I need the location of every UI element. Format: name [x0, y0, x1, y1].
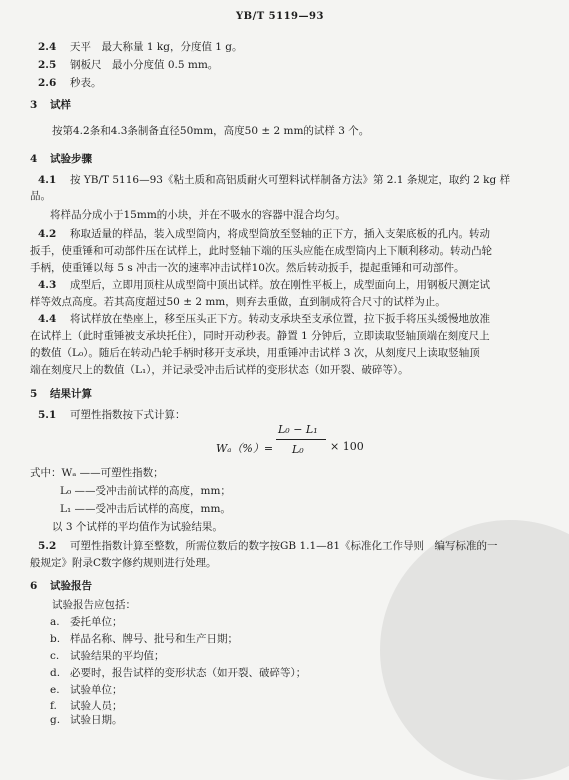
where-text: L₁ ——受冲击后试样的高度，mm。 — [60, 503, 231, 515]
list-label: g. — [50, 714, 61, 726]
section-title: 结果计算 — [50, 388, 92, 400]
list-item: 试验单位； — [70, 684, 123, 696]
paragraph-text: 手柄，使重锤以每 5 s 冲击一次的速率冲击试样10次。然后转动扳手，提起重锤和可动部件。 — [30, 262, 465, 274]
clause-number: 4.4 — [38, 313, 57, 325]
paragraph-text: 般规定》附录C数字修约规则进行处理。 — [30, 557, 217, 569]
paragraph-text: 将试样放在垫座上，移至压头正下方。转动支承块至支承位置，拉下扳手将压头缓慢地放准 — [70, 313, 490, 325]
paragraph-text: 样等效点高度。若其高度超过50 ± 2 mm，则弃去重做，直到制成符合尺寸的试样为止。 — [30, 296, 446, 308]
paragraph-text: 在试样上（此时重锤被支承块托住），同时开动秒表。静置 1 分钟后，立即读取竖轴顶端在刻度尺上 — [30, 330, 490, 342]
list-label: b. — [50, 633, 61, 645]
section-number: 4 — [30, 153, 38, 165]
list-item: 试验人员； — [70, 700, 123, 712]
where-text: L₀ ——受冲击前试样的高度，mm； — [60, 485, 231, 497]
section-title: 试样 — [50, 99, 71, 111]
list-label: a. — [50, 616, 60, 628]
formula-numerator: L₀ − L₁ — [278, 423, 318, 436]
clause-number: 5.1 — [38, 409, 57, 421]
paragraph-text: 的数值（L₀）。随后在转动凸轮手柄时移开支承块，用重锤冲击试样 3 次，从刻度尺上读取竖轴顶 — [30, 347, 480, 359]
section-number: 3 — [30, 99, 38, 111]
item-text: 钢板尺 最小分度值 0.5 mm。 — [70, 59, 219, 71]
paragraph-text: 称取适量的样品，装入成型筒内，将成型筒放至竖轴的正下方，插入支架底板的孔内。转动 — [70, 228, 490, 240]
watermark-seal — [380, 520, 569, 780]
item-text: 秒表。 — [70, 77, 102, 89]
list-label: d. — [50, 667, 61, 679]
list-item: 试验结果的平均值； — [70, 650, 165, 662]
paragraph-text: 可塑性指数按下式计算： — [70, 409, 186, 421]
clause-number: 4.3 — [38, 279, 57, 291]
section-title: 试验报告 — [50, 580, 92, 592]
item-text: 天平 最大称量 1 kg，分度值 1 g。 — [70, 41, 243, 53]
formula-lhs: Wₐ（%）= — [216, 442, 274, 455]
list-label: e. — [50, 684, 60, 696]
section-title: 试验步骤 — [50, 153, 92, 165]
formula-denominator: L₀ — [292, 443, 304, 456]
paragraph-text: 试验报告应包括： — [52, 599, 136, 611]
formula-fraction — [276, 423, 326, 459]
item-number: 2.4 — [38, 41, 57, 53]
paragraph-text: 端在刻度尺上的数值（L₁），并记录受冲击后试样的变形状态（如开裂、破碎等）。 — [30, 364, 409, 376]
clause-number: 4.2 — [38, 228, 57, 240]
paragraph-text: 品。 — [30, 190, 51, 202]
list-item: 试验日期。 — [70, 714, 123, 726]
paragraph-text: 可塑性指数计算至整数，所需位数后的数字按GB 1.1—81《标准化工作导则 编写标准的一 — [70, 540, 498, 552]
paragraph-text: 按 YB/T 5116—93《粘土质和高铝质耐火可塑料试样制备方法》第 2.1 条规定，取约 2 kg 样 — [70, 174, 511, 186]
list-label: c. — [50, 650, 60, 662]
list-item: 必要时，报告试样的变形状态（如开裂、破碎等）； — [70, 667, 307, 679]
paragraph-text: 扳手，使重锤和可动部件压在试样上，此时竖轴下端的压头应能在成型筒内上下顺利移动。转动凸轮 — [30, 245, 492, 257]
clause-number: 4.1 — [38, 174, 57, 186]
where-text: 式中：Wₐ ——可塑性指数； — [30, 467, 164, 479]
clause-number: 5.2 — [38, 540, 57, 552]
item-number: 2.5 — [38, 59, 57, 71]
formula-tail: × 100 — [330, 440, 364, 453]
where-text: 以 3 个试样的平均值作为试验结果。 — [52, 521, 223, 533]
paragraph-text: 成型后，立即用顶柱从成型筒中顶出试样。放在刚性平板上，成型面向上，用钢板尺测定试 — [70, 279, 490, 291]
section-number: 5 — [30, 388, 38, 400]
paragraph-text: 按第4.2条和4.3条制备直径50mm，高度50 ± 2 mm的试样 3 个。 — [52, 125, 370, 137]
page-header: YB/T 5119—93 — [236, 11, 324, 22]
list-item: 委托单位； — [70, 616, 123, 628]
item-number: 2.6 — [38, 77, 57, 89]
fraction-bar — [276, 439, 326, 440]
section-number: 6 — [30, 580, 38, 592]
list-label: f. — [50, 700, 57, 712]
paragraph-text: 将样品分成小于15mm的小块，并在不吸水的容器中混合均匀。 — [50, 209, 346, 221]
list-item: 样品名称、牌号、批号和生产日期； — [70, 633, 238, 645]
